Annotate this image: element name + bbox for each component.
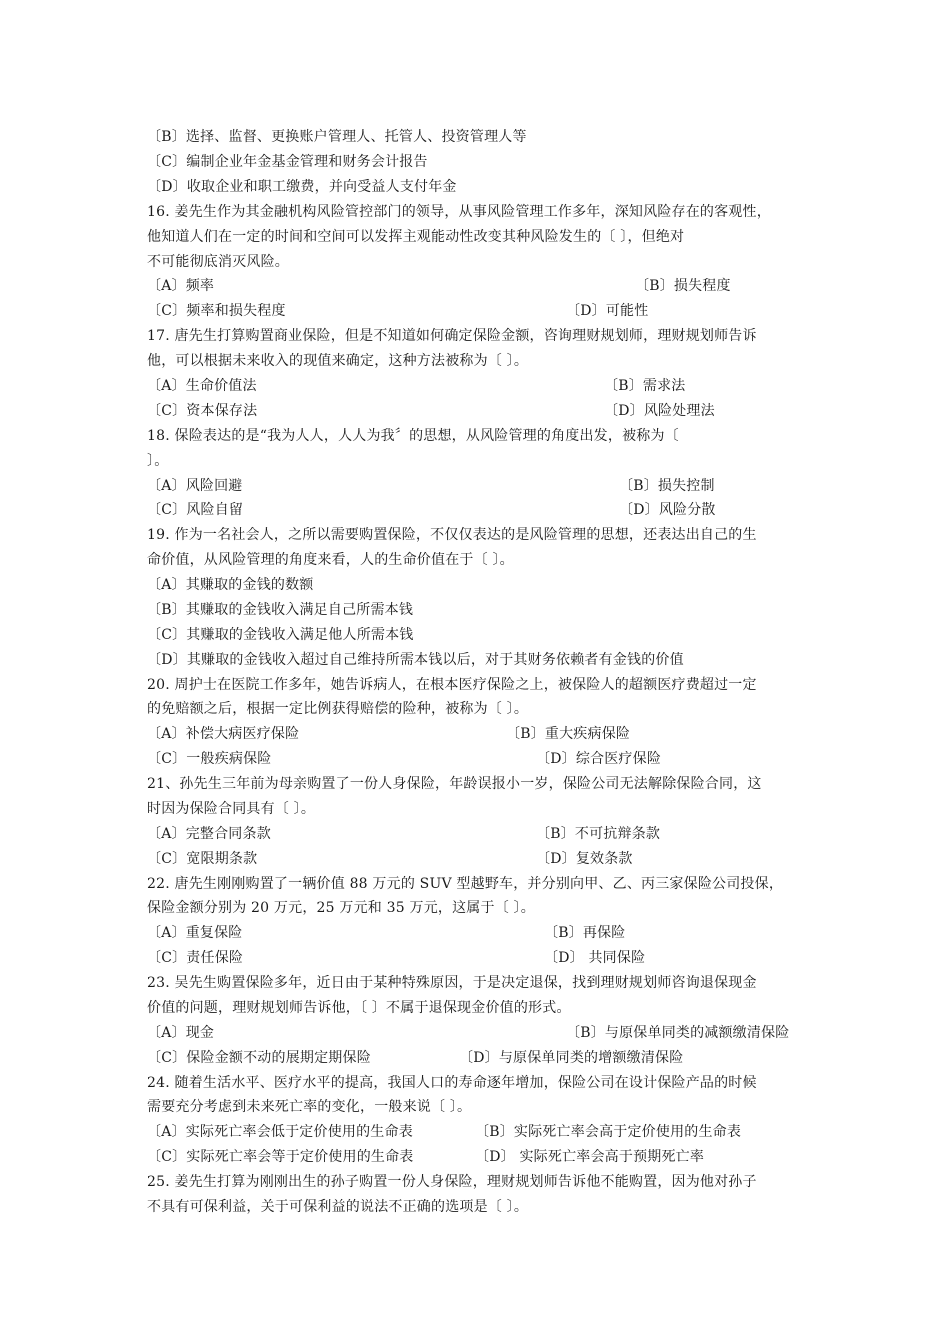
q18-stem-line: 〕。	[147, 453, 169, 469]
q16-option-a: 〔A〕频率	[147, 278, 215, 294]
q21-option-b: 〔B〕不可抗辩条款	[536, 826, 661, 842]
q19-option-c: 〔C〕其赚取的金钱收入满足他人所需本钱	[147, 627, 414, 643]
q16-stem-line: 16. 姜先生作为其金融机构风险管控部门的领导，从事风险管理工作多年，深知风险存在的客观性，	[147, 204, 771, 220]
q22-option-a: 〔A〕重复保险	[147, 925, 243, 941]
q23-option-c: 〔C〕保险金额不动的展期定期保险	[147, 1050, 371, 1066]
q21-stem-line: 21、孙先生三年前为母亲购置了一份人身保险，年龄误报小一岁，保险公司无法解除保险合同，这	[147, 776, 762, 792]
q21-option-row	[147, 822, 817, 846]
q23-option-row	[147, 1021, 817, 1045]
q22-stem-line: 22. 唐先生刚刚购置了一辆价值 88 万元的 SUV 型越野车，并分别向甲、乙、丙三家保险公司投保，	[147, 876, 784, 892]
q16-option-row	[147, 274, 817, 298]
q17-stem-line: 他，可以根据未来收入的现值来确定，这种方法被称为〔 〕。	[147, 353, 529, 369]
q16-option-row	[147, 299, 817, 323]
q19-option-b: 〔B〕其赚取的金钱收入满足自己所需本钱	[147, 602, 414, 618]
q17-option-d: 〔D〕风险处理法	[604, 403, 715, 419]
q17-option-b: 〔B〕需求法	[604, 378, 686, 394]
q18-option-row	[147, 474, 817, 498]
q16-stem-line: 不可能彻底消灭风险。	[147, 254, 289, 270]
q25-stem-line: 不具有可保利益，关于可保利益的说法不正确的选项是〔 〕。	[147, 1199, 529, 1215]
q22-option-b: 〔B〕再保险	[544, 925, 626, 941]
q23-stem-line: 23. 吴先生购置保险多年，近日由于某种特殊原因，于是决定退保，找到理财规划师咨询退保现金	[147, 975, 757, 991]
q19-option-d: 〔D〕其赚取的金钱收入超过自己维持所需本钱以后，对于其财务依赖者有金钱的价值	[147, 652, 684, 668]
q18-option-a: 〔A〕风险回避	[147, 478, 243, 494]
q24-stem-line: 24. 随着生活水平、医疗水平的提高，我国人口的寿命逐年增加，保险公司在设计保险产品的时候	[147, 1075, 757, 1091]
q18-stem-line: 18. 保险表达的是“我为人人，人人为我〞的思想，从风险管理的角度出发，被称为〔	[147, 428, 679, 444]
q24-option-a: 〔A〕实际死亡率会低于定价使用的生命表	[147, 1124, 413, 1140]
q22-option-row	[147, 946, 817, 970]
q22-option-c: 〔C〕责任保险	[147, 950, 244, 966]
q22-option-d: 〔D〕 共同保险	[544, 950, 646, 966]
q23-option-row	[147, 1046, 817, 1070]
q24-option-d: 〔D〕 实际死亡率会高于预期死亡率	[475, 1149, 705, 1165]
q23-option-b: 〔B〕与原保单同类的减额缴清保险	[566, 1025, 790, 1041]
q20-option-b: 〔B〕重大疾病保险	[506, 726, 631, 742]
q23-option-d: 〔D〕与原保单同类的增额缴清保险	[459, 1050, 684, 1066]
q18-option-d: 〔D〕风险分散	[619, 502, 716, 518]
q23-stem-line: 价值的问题，理财规划师告诉他，〔 〕不属于退保现金价值的形式。	[147, 1000, 571, 1016]
q20-option-row	[147, 722, 817, 746]
q24-option-row	[147, 1120, 817, 1144]
q21-stem-line: 时因为保险合同具有〔 〕。	[147, 801, 316, 817]
q22-stem-line: 保险金额分别为 20 万元，25 万元和 35 万元，这属于〔 〕。	[147, 900, 535, 916]
q21-option-a: 〔A〕完整合同条款	[147, 826, 271, 842]
q18-option-b: 〔B〕损失控制	[619, 478, 715, 494]
q20-option-row	[147, 747, 817, 771]
q16-option-d: 〔D〕可能性	[566, 303, 649, 319]
q21-option-row	[147, 847, 817, 871]
q16-option-b: 〔B〕损失程度	[635, 278, 731, 294]
q17-option-row	[147, 374, 817, 398]
q22-option-row	[147, 921, 817, 945]
q17-option-c: 〔C〕资本保存法	[147, 403, 258, 419]
q19-stem-line: 19. 作为一名社会人，之所以需要购置保险，不仅仅表达的是风险管理的思想，还表达出自己的生	[147, 527, 757, 543]
q16-option-c: 〔C〕频率和损失程度	[147, 303, 286, 319]
q20-stem-line: 的免赔额之后，根据一定比例获得赔偿的险种，被称为〔 〕。	[147, 701, 529, 717]
q24-option-b: 〔B〕实际死亡率会高于定价使用的生命表	[475, 1124, 742, 1140]
q18-option-row	[147, 498, 817, 522]
q19-option-a: 〔A〕其赚取的金钱的数额	[147, 577, 314, 593]
q18-option-c: 〔C〕风险自留	[147, 502, 244, 518]
q16-stem-line: 他知道人们在一定的时间和空间可以发挥主观能动性改变其种风险发生的〔 〕，但绝对	[147, 229, 685, 245]
q17-option-row	[147, 399, 817, 423]
q20-stem-line: 20. 周护士在医院工作多年，她告诉病人，在根本医疗保险之上，被保险人的超额医疗费超过一定	[147, 677, 757, 693]
q20-option-a: 〔A〕补偿大病医疗保险	[147, 726, 300, 742]
q20-option-c: 〔C〕一般疾病保险	[147, 751, 272, 767]
q24-option-c: 〔C〕实际死亡率会等于定价使用的生命表	[147, 1149, 414, 1165]
prev-option-c: 〔C〕编制企业年金基金管理和财务会计报告	[147, 154, 428, 170]
prev-option-b: 〔B〕选择、监督、更换账户管理人、托管人、投资管理人等	[147, 129, 527, 145]
q23-option-a: 〔A〕现金	[147, 1025, 215, 1041]
prev-option-d: 〔D〕收取企业和职工缴费，并向受益人支付年金	[147, 179, 457, 195]
q17-option-a: 〔A〕生命价值法	[147, 378, 257, 394]
q21-option-d: 〔D〕复效条款	[536, 851, 633, 867]
q24-stem-line: 需要充分考虑到未来死亡率的变化，一般来说〔 〕。	[147, 1099, 472, 1115]
q20-option-d: 〔D〕综合医疗保险	[536, 751, 662, 767]
q17-stem-line: 17. 唐先生打算购置商业保险，但是不知道如何确定保险金额，咨询理财规划师，理财规划师告诉	[147, 328, 757, 344]
q25-stem-line: 25. 姜先生打算为刚刚出生的孙子购置一份人身保险，理财规划师告诉他不能购置，因为他对孙子	[147, 1174, 757, 1190]
q21-option-c: 〔C〕宽限期条款	[147, 851, 258, 867]
q24-option-row	[147, 1145, 817, 1169]
q19-stem-line: 命价值，从风险管理的角度来看，人的生命价值在于〔 〕。	[147, 552, 514, 568]
